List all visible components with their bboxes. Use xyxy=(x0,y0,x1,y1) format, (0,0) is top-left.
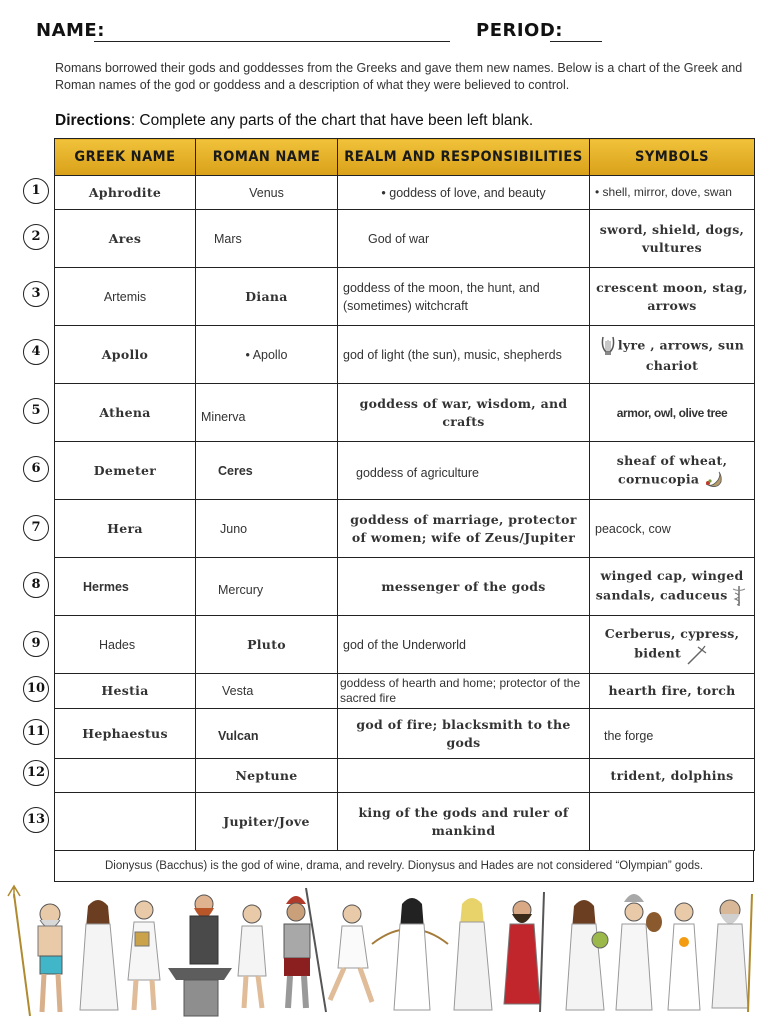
roman-name-cell[interactable]: Ceres xyxy=(196,442,338,500)
worksheet-header xyxy=(36,18,738,48)
cornucopia-icon xyxy=(704,470,724,490)
row-number: 2 xyxy=(23,224,49,250)
greek-name-cell[interactable] xyxy=(55,793,196,851)
roman-name-cell[interactable]: Neptune xyxy=(196,759,338,793)
roman-name-cell[interactable]: Minerva xyxy=(196,384,338,442)
realm-cell[interactable]: goddess of hearth and home; protector of the sacred fire xyxy=(338,674,590,709)
realm-cell[interactable]: goddess of the moon, the hunt, and (sometimes) witchcraft xyxy=(338,268,590,326)
footnote: Dionysus (Bacchus) is the god of wine, drama, and revelry. Dionysus and Hades are not considered “Olympian” gods. xyxy=(54,850,754,882)
row-number: 12 xyxy=(23,760,49,786)
symbols-cell[interactable]: the forge xyxy=(590,709,755,759)
greek-name-cell[interactable]: Apollo xyxy=(55,326,196,384)
roman-name-cell[interactable]: Diana xyxy=(196,268,338,326)
greek-name-cell[interactable] xyxy=(55,759,196,793)
col-greek-name: GREEK NAME xyxy=(55,139,196,176)
symbols-cell[interactable]: hearth fire, torch xyxy=(590,674,755,709)
row-number: 11 xyxy=(23,719,49,745)
table-row xyxy=(55,558,755,616)
hephaestus-figure xyxy=(168,895,232,1016)
greek-name-cell[interactable]: Demeter xyxy=(55,442,196,500)
row-number: 5 xyxy=(23,398,49,424)
greek-name-cell[interactable]: Hephaestus xyxy=(55,709,196,759)
realm-cell[interactable] xyxy=(338,759,590,793)
greek-name-cell[interactable]: Aphrodite xyxy=(55,176,196,210)
athena-figure xyxy=(616,894,662,1010)
greek-name-cell[interactable]: Hermes xyxy=(55,558,196,616)
greek-name-cell[interactable]: Ares xyxy=(55,210,196,268)
greek-name-cell[interactable]: Artemis xyxy=(55,268,196,326)
gods-chart xyxy=(54,138,755,851)
table-row xyxy=(55,268,755,326)
period-label: PERIOD: xyxy=(476,20,563,41)
roman-name-cell[interactable]: Vulcan xyxy=(196,709,338,759)
table-row xyxy=(55,674,755,709)
roman-name-cell[interactable]: Juno xyxy=(196,500,338,558)
athena-figure-left xyxy=(454,898,492,1010)
ares-figure xyxy=(284,888,326,1012)
hermes-figure xyxy=(330,905,372,1002)
directions-text: : Complete any parts of the chart that have been left blank. xyxy=(130,112,534,129)
greek-name-cell[interactable]: Athena xyxy=(55,384,196,442)
row-number: 13 xyxy=(23,807,49,833)
col-realm: REALM AND RESPONSIBILITIES xyxy=(338,139,590,176)
row-number: 7 xyxy=(23,515,49,541)
table-row xyxy=(55,442,755,500)
hades-figure xyxy=(712,894,752,1012)
symbols-cell[interactable]: crescent moon, stag, arrows xyxy=(590,268,755,326)
symbols-text: lyre , arrows, sun chariot xyxy=(617,337,745,373)
row-number: 8 xyxy=(23,572,49,598)
symbols-cell[interactable]: • shell, mirror, dove, swan xyxy=(590,176,755,210)
table-row xyxy=(55,500,755,558)
greek-name-cell[interactable]: Hera xyxy=(55,500,196,558)
row-number: 10 xyxy=(23,676,49,702)
greek-name-cell[interactable]: Hestia xyxy=(55,674,196,709)
name-field[interactable] xyxy=(94,41,450,42)
roman-name-cell[interactable]: Mercury xyxy=(196,558,338,616)
directions xyxy=(55,112,533,130)
realm-cell[interactable]: god of the Underworld xyxy=(338,616,590,674)
symbols-cell[interactable] xyxy=(590,326,755,384)
chart-header-row xyxy=(55,139,755,176)
realm-cell[interactable]: god of fire; blacksmith to the gods xyxy=(338,709,590,759)
realm-cell[interactable]: king of the gods and ruler of mankind xyxy=(338,793,590,851)
directions-label: Directions xyxy=(55,112,131,129)
artemis-figure xyxy=(372,898,448,1010)
realm-cell[interactable]: goddess of marriage, protector of women; wife of Zeus/Jupiter xyxy=(338,500,590,558)
realm-cell[interactable]: • goddess of love, and beauty xyxy=(338,176,590,210)
roman-name-cell[interactable]: Venus xyxy=(196,176,338,210)
gods-illustration xyxy=(0,884,768,1020)
table-row xyxy=(55,793,755,851)
realm-cell[interactable]: goddess of war, wisdom, and crafts xyxy=(338,384,590,442)
greek-name-cell[interactable]: Hades xyxy=(55,616,196,674)
demeter-figure xyxy=(566,900,608,1010)
row-number: 3 xyxy=(23,281,49,307)
table-row xyxy=(55,384,755,442)
table-row xyxy=(55,709,755,759)
roman-name-cell[interactable]: Vesta xyxy=(196,674,338,709)
table-row xyxy=(55,759,755,793)
col-symbols: SYMBOLS xyxy=(590,139,755,176)
hera-figure xyxy=(80,900,118,1010)
symbols-cell[interactable] xyxy=(590,558,755,616)
row-number: 6 xyxy=(23,456,49,482)
row-number: 4 xyxy=(23,339,49,365)
realm-cell[interactable]: goddess of agriculture xyxy=(338,442,590,500)
symbols-cell[interactable] xyxy=(590,442,755,500)
roman-name-cell[interactable]: Mars xyxy=(196,210,338,268)
dionysus-figure xyxy=(238,905,266,1008)
zeus-figure xyxy=(8,886,62,1016)
symbols-cell[interactable] xyxy=(590,616,755,674)
lyre-icon xyxy=(600,335,616,357)
symbols-text: sheaf of wheat, cornucopia xyxy=(616,452,728,486)
roman-name-cell[interactable]: Pluto xyxy=(196,616,338,674)
symbols-cell[interactable]: trident, dolphins xyxy=(590,759,755,793)
realm-cell[interactable]: god of light (the sun), music, shepherds xyxy=(338,326,590,384)
table-row xyxy=(55,210,755,268)
symbols-cell[interactable]: sword, shield, dogs, vultures xyxy=(590,210,755,268)
realm-cell[interactable]: God of war xyxy=(338,210,590,268)
poseidon-figure xyxy=(504,892,544,1012)
row-number: 9 xyxy=(23,631,49,657)
name-label: NAME: xyxy=(36,20,105,41)
symbols-text: winged cap, winged sandals, caduceus xyxy=(595,567,744,602)
table-row xyxy=(55,616,755,674)
symbols-text: Cerberus, cypress, bident xyxy=(604,625,740,660)
symbols-cell[interactable] xyxy=(590,793,755,851)
caduceus-icon xyxy=(732,585,746,607)
table-row xyxy=(55,176,755,210)
hestia-figure xyxy=(668,903,700,1010)
apollo-figure xyxy=(128,901,160,1010)
roman-name-cell[interactable]: • Apollo xyxy=(196,326,338,384)
intro-text: Romans borrowed their gods and goddesses from the Greeks and gave them new names. Below is a chart of the Greek and Roman names of the god or goddess and a description of what they were believed to control. xyxy=(55,61,743,92)
realm-cell[interactable]: messenger of the gods xyxy=(338,558,590,616)
roman-name-cell[interactable]: Jupiter/Jove xyxy=(196,793,338,851)
period-field[interactable] xyxy=(550,41,602,42)
bident-icon xyxy=(686,643,708,665)
col-roman-name: ROMAN NAME xyxy=(196,139,338,176)
row-number: 1 xyxy=(23,178,49,204)
symbols-cell[interactable]: peacock, cow xyxy=(590,500,755,558)
table-row xyxy=(55,326,755,384)
symbols-cell[interactable]: armor, owl, olive tree xyxy=(590,384,755,442)
